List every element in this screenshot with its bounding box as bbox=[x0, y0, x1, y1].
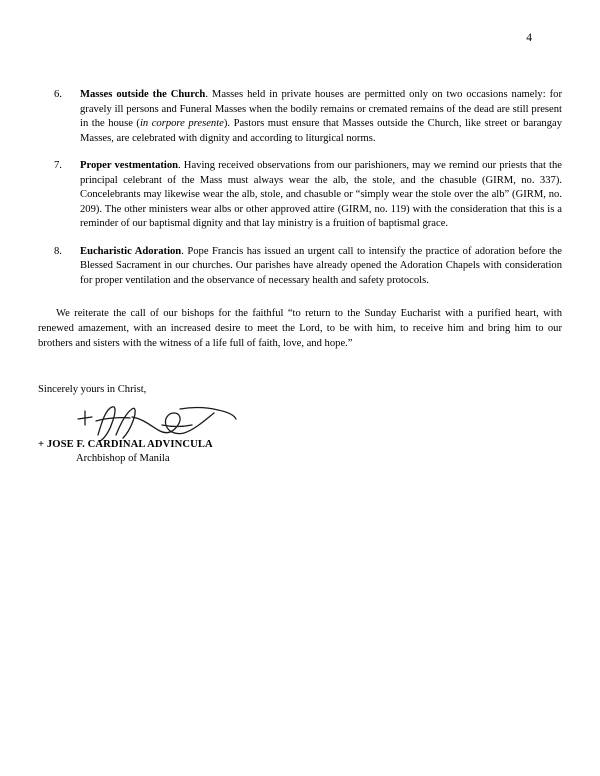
list-item-body-second: ). Pastors must ensure that Masses outside the Church, like street or barangay Masses, are celebrated with dignity and according to liturgical norms. bbox=[80, 118, 563, 144]
numbered-list bbox=[38, 88, 562, 288]
valediction: Sincerely yours in Christ, bbox=[38, 384, 147, 396]
list-item-title: Eucharistic Adoration bbox=[80, 245, 182, 257]
signature-name: + JOSE F. CARDINAL ADVINCULA bbox=[38, 439, 213, 451]
closing-paragraph: We reiterate the call of our bishops for the faithful “to return to the Sunday Eucharist with a purified heart, with renewed amazement, with an increased desire to meet the Lord, to be with him, to receive him and bring him to our brothers and sisters with the witness of a life full of faith, love, and hope.” bbox=[38, 308, 562, 350]
list-item-body-first: . Masses held in private houses are permitted only on two occasions namely: for gravely ill persons and Funeral Masses when the bodily remains or cremated remains of the dead are still present in the house ( bbox=[80, 89, 562, 129]
document-body bbox=[38, 88, 563, 465]
list-item-body-first: . Having received observations from our parishioners, may we remind our priests that the principal celebrant of the Mass must always wear the alb, the stole, and the chasuble (GIRM, no. 337). Concelebrants may likewise wear the alb, stole, and chasuble or “simply wear the stole over the alb” (GIRM, no. 209). The other ministers wear albs or other approved attire (GIRM, no. 119) with the consideration that this is a reminder of our baptismal dignity and that lay ministry is a fruition of baptismal grace. bbox=[80, 160, 562, 229]
list-item-title: Proper vestmentation bbox=[80, 160, 179, 171]
list-item-marker: 7. bbox=[54, 160, 62, 171]
list-item bbox=[38, 159, 562, 232]
list-item bbox=[38, 88, 562, 146]
list-item-body-first: . Pope Francis has issued an urgent call to intensify the practice of adoration before the Blessed Sacrament in our churches. Our parishes have already opened the Adoration Chapels with consideration for proper ventilation and the observance of necessary health and safety protocols. bbox=[80, 245, 562, 286]
signature-role: Archbishop of Manila bbox=[76, 453, 170, 465]
list-item bbox=[38, 245, 562, 289]
list-item-italic: in corpore presente bbox=[139, 118, 224, 129]
list-item-marker: 8. bbox=[54, 245, 62, 257]
list-item-title: Masses outside the Church bbox=[80, 89, 206, 100]
signature-block bbox=[38, 401, 562, 465]
list-item-marker: 6. bbox=[54, 89, 62, 100]
page-number: 4 bbox=[526, 32, 532, 44]
